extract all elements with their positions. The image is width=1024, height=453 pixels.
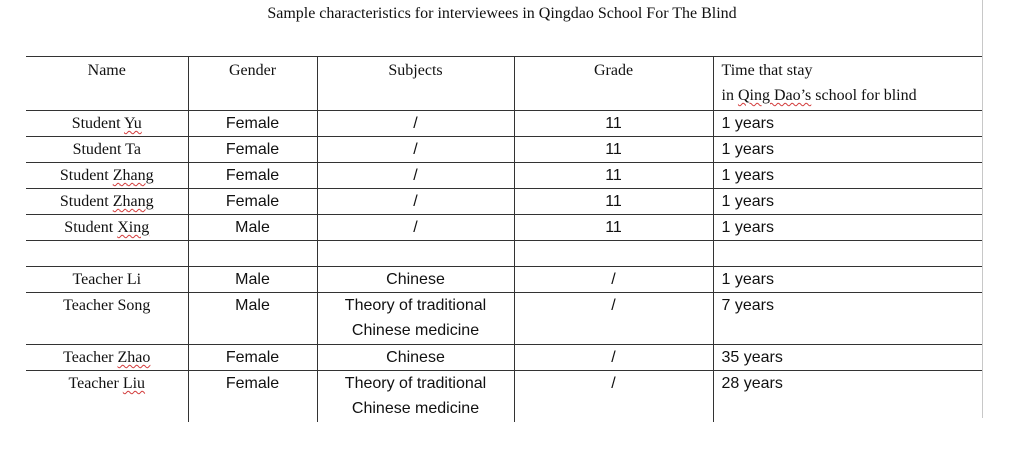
name-mark: Song <box>117 297 151 314</box>
name-mark: Liu <box>122 375 146 392</box>
spacer-cell <box>26 241 188 267</box>
cell-name <box>26 215 188 241</box>
cell-grade: / <box>514 345 713 371</box>
spacer-cell <box>188 241 317 267</box>
cell-time: 1 years <box>713 137 982 163</box>
cell-grade: 11 <box>514 189 713 215</box>
cell-subject: / <box>317 137 514 163</box>
cell-subject: / <box>317 215 514 241</box>
table-row <box>26 137 982 163</box>
name-prefix: Teacher <box>63 349 118 366</box>
name-prefix: Teacher <box>63 297 118 314</box>
table-row <box>26 163 982 189</box>
header-subjects: Subjects <box>317 57 514 111</box>
name-prefix: Teacher <box>72 271 127 288</box>
name-prefix: Student <box>59 167 113 184</box>
subject-line2: Chinese medicine <box>351 400 480 417</box>
cell-gender: Male <box>188 215 317 241</box>
header-time-line1: Time that stay <box>721 62 813 79</box>
header-time-line2-post: school for blind <box>811 87 917 104</box>
name-mark: Xing <box>117 219 150 236</box>
name-prefix: Student <box>64 219 118 236</box>
name-mark: Li <box>126 271 142 288</box>
table-row <box>26 345 982 371</box>
header-time-line2 <box>722 83 983 108</box>
cell-time: 1 years <box>713 215 982 241</box>
table-row <box>26 215 982 241</box>
cell-grade: / <box>514 371 713 423</box>
cell-gender: Female <box>188 345 317 371</box>
name-mark: Yu <box>124 115 142 132</box>
cell-subject: / <box>317 163 514 189</box>
subject-line1: Chinese <box>386 271 445 288</box>
header-time <box>713 57 982 111</box>
cell-subject: / <box>317 111 514 137</box>
cell-name <box>26 189 188 215</box>
table-caption: Sample characteristics for interviewees in Qingdao School For The Blind <box>267 5 737 22</box>
cell-gender: Female <box>188 371 317 423</box>
cell-time: 1 years <box>713 111 982 137</box>
interviewee-table <box>26 56 982 422</box>
cell-name <box>26 163 188 189</box>
cell-time: 1 years <box>713 189 982 215</box>
cell-time: 1 years <box>713 267 982 293</box>
cell-subject <box>317 345 514 371</box>
table-row <box>26 293 982 345</box>
header-time-line2-pre: in <box>721 87 738 104</box>
cell-grade: / <box>514 293 713 345</box>
cell-gender: Male <box>188 267 317 293</box>
cell-grade: 11 <box>514 111 713 137</box>
name-mark: Zhao <box>117 349 151 366</box>
cell-time: 7 years <box>713 293 982 345</box>
spacer-cell <box>317 241 514 267</box>
cell-name <box>26 371 188 423</box>
cell-time: 28 years <box>713 371 982 423</box>
cell-subject <box>317 293 514 345</box>
cell-time: 35 years <box>713 345 982 371</box>
spacer-cell <box>713 241 982 267</box>
subject-line2: Chinese medicine <box>351 322 480 339</box>
cell-name <box>26 111 188 137</box>
subject-line1: Theory of traditional <box>344 297 487 314</box>
header-name: Name <box>26 57 188 111</box>
table-row <box>26 371 982 423</box>
cell-gender: Male <box>188 293 317 345</box>
cell-subject <box>317 371 514 423</box>
table-row <box>26 111 982 137</box>
cell-grade: 11 <box>514 163 713 189</box>
header-time-line2-mark: Qing Dao’s <box>737 87 812 104</box>
cell-gender: Female <box>188 111 317 137</box>
table-row <box>26 267 982 293</box>
cell-grade: 11 <box>514 137 713 163</box>
name-mark: Zhang <box>112 193 154 210</box>
page-edge <box>982 0 983 418</box>
header-gender: Gender <box>188 57 317 111</box>
cell-name <box>26 293 188 345</box>
subject-line1: Theory of traditional <box>344 375 487 392</box>
name-prefix: Student <box>59 193 113 210</box>
cell-gender: Female <box>188 137 317 163</box>
name-prefix: Student <box>72 141 126 158</box>
name-prefix: Student <box>71 115 124 132</box>
cell-time: 1 years <box>713 163 982 189</box>
cell-subject <box>317 267 514 293</box>
table-row <box>26 189 982 215</box>
cell-name <box>26 267 188 293</box>
header-grade: Grade <box>514 57 713 111</box>
cell-name <box>26 137 188 163</box>
header-row <box>26 57 982 111</box>
subject-line1: Chinese <box>386 349 445 366</box>
cell-grade: 11 <box>514 215 713 241</box>
cell-subject: / <box>317 189 514 215</box>
cell-name <box>26 345 188 371</box>
cell-grade: / <box>514 267 713 293</box>
name-mark: Ta <box>125 141 141 158</box>
cell-gender: Female <box>188 189 317 215</box>
cell-gender: Female <box>188 163 317 189</box>
name-prefix: Teacher <box>68 375 123 392</box>
spacer-cell <box>514 241 713 267</box>
spacer-row <box>26 241 982 267</box>
name-mark: Zhang <box>112 167 154 184</box>
